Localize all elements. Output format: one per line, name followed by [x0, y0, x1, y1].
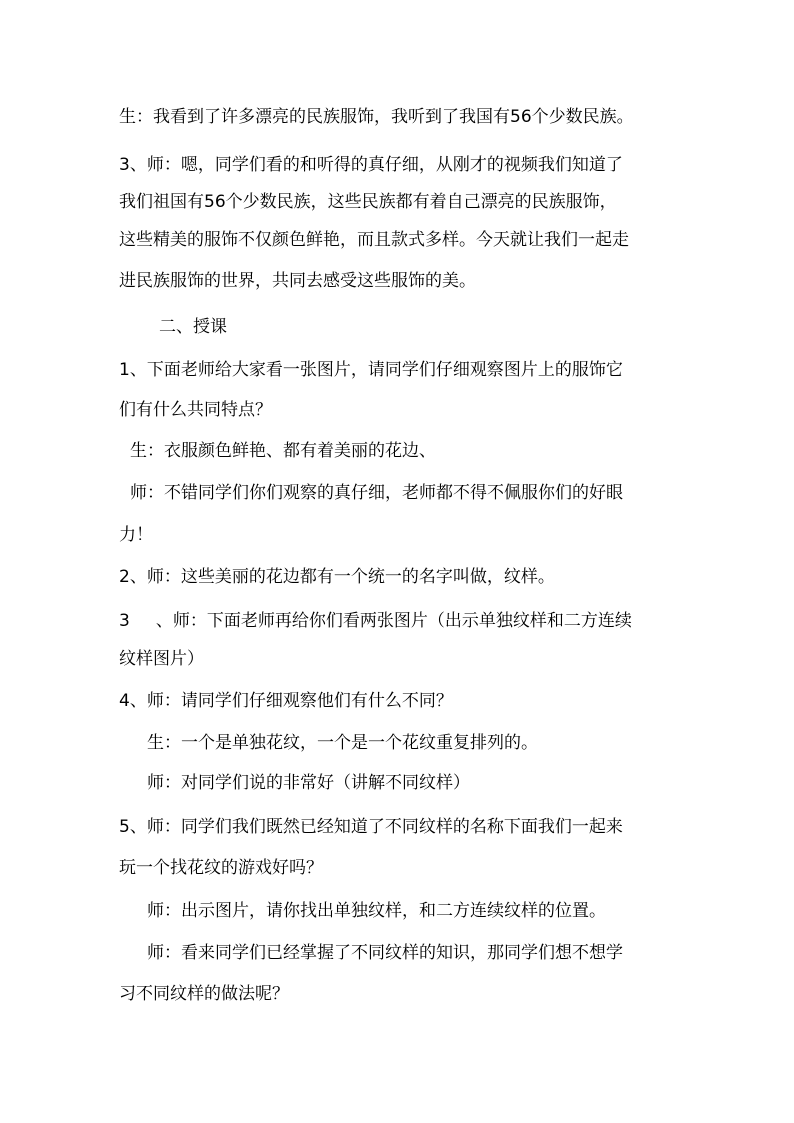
- section-heading: 二、授课: [159, 317, 227, 337]
- text-line: 1、下面老师给大家看一张图片，请同学们仔细观察图片上的服饰它: [119, 360, 623, 380]
- text-line: 2、师：这些美丽的花边都有一个统一的名字叫做，纹样。: [119, 567, 555, 587]
- text-line: 生：我看到了许多漂亮的民族服饰，我听到了我国有56个少数民族。: [119, 107, 634, 127]
- list-text: 、师：下面老师再给你们看两张图片（出示单独纹样和二方连续: [155, 611, 632, 631]
- text-line: 4、师：请同学们仔细观察他们有什么不同？: [119, 691, 453, 711]
- text-line: 进民族服饰的世界，共同去感受这些服饰的美。: [119, 271, 476, 291]
- text-line: 生：衣服颜色鲜艳、都有着美丽的花边、: [130, 441, 436, 461]
- text-line: 5、师：同学们我们既然已经知道了不同纹样的名称下面我们一起来: [119, 817, 623, 837]
- text-line: 这些精美的服饰不仅颜色鲜艳，而且款式多样。今天就让我们一起走: [119, 230, 629, 250]
- text-line: 们有什么共同特点？: [119, 400, 272, 420]
- text-line: 我们祖国有56个少数民族，这些民族都有着自己漂亮的民族服饰，: [119, 192, 617, 212]
- text-line: 玩一个找花纹的游戏好吗？: [119, 858, 323, 878]
- text-line: 师：看来同学们已经掌握了不同纹样的知识，那同学们想不想学: [147, 943, 623, 963]
- text-line: 生：一个是单独花纹，一个是一个花纹重复排列的。: [147, 733, 538, 753]
- text-line: 3、师：嗯，同学们看的和听得的真仔细，从刚才的视频我们知道了: [119, 155, 623, 175]
- text-line: [119, 610, 689, 632]
- text-line: 师：出示图片，请你找出单独纹样，和二方连续纹样的位置。: [147, 901, 606, 921]
- text-line: 师：不错同学们你们观察的真仔细，老师都不得不佩服你们的好眼: [130, 483, 623, 503]
- text-line: 习不同纹样的做法呢？: [119, 984, 289, 1004]
- text-line: 纹样图片）: [119, 649, 204, 669]
- list-number: 3: [119, 611, 130, 631]
- text-line: 师：对同学们说的非常好（讲解不同纹样）: [147, 773, 470, 793]
- text-line: 力！: [119, 525, 153, 545]
